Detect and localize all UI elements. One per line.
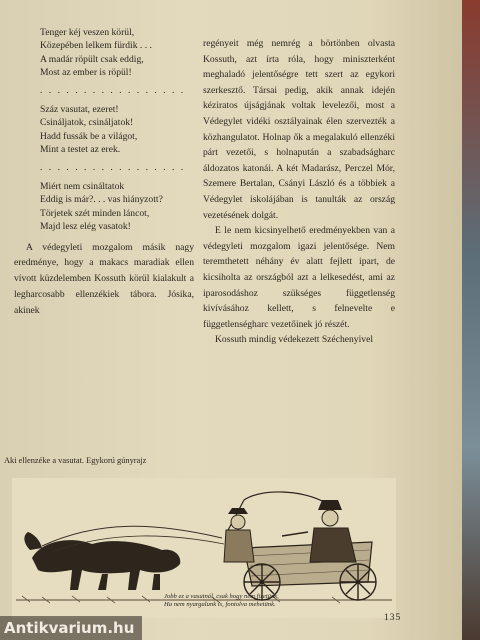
right-prose [203, 36, 395, 348]
poem-separator: . . . . . . . . . . . . . . . . . [40, 161, 186, 173]
right-column [203, 36, 395, 348]
paragraph: A védegyleti mozgalom másik nagy eredménye, hogy a makacs maradiak ellen vívott küzdelemben Kossuth körül kialakult a legharcosabb ellenzékiek tábora. Jósika, akinek [14, 241, 194, 316]
poem-line: Tenger kéj veszen körül, [40, 27, 135, 38]
page-number: 135 [384, 613, 402, 623]
watermark-logo: Antikvarium.hu [0, 616, 142, 640]
poem-line: Eddig is már?. . . vas hiányzott? [40, 194, 163, 206]
poem-line: Miért nem csináltatok [40, 181, 125, 193]
poem-line: Hadd fussák be a világot, [40, 130, 138, 142]
poem-separator: . . . . . . . . . . . . . . . . . [40, 84, 186, 96]
paragraph: Kossuth mindig védekezett Széchenyivel [215, 334, 373, 346]
paragraph: regényeit még nemrég a börtönben olvasta Kossuth, azt írta róla, hogy miniszterként meghaladó jelentőségre tett szert az egykori szerkesztő. Társai pedig, akik annak idején kéziratos újságjának voltak levelezői, most a Védegylet vidéki osztályainak élen szervezték a közhangulatot. Holnap ők a megalakuló ellenzéki párt vezetői, s holnapután a szabadságharc áldozatos katonái. A két Madarász, Perczel Mór, Szemere Bertalan, Csányi László és a többiek a Védegylet iskolájában is tanulták az ország vezetésének dolgát. [203, 38, 395, 221]
left-prose [14, 240, 194, 319]
poem-line: Száz vasutat, ezeret! [40, 104, 119, 116]
adjacent-book-edge [462, 0, 480, 640]
figure-caption: Aki ellenzéke a vasutat. Egykorú gúnyrajz [4, 456, 147, 465]
poem-line: Közepében lelkem fürdik . . . [40, 40, 152, 52]
caricature-illustration [12, 478, 396, 618]
poem-line: Csináljatok, csináljatok! [40, 117, 134, 129]
paragraph: E le nem kicsinyelhető eredményekben van a védegyleti mozgalom igazi jelentősége. Nem teremthetett néhány év alatt fejlett ipart, de kicsiholta az országból azt a lelkesedést, ami az iparosodáshoz szükséges függetlenség kivívásához kellett, s felnevelte e függetlenségharc vezetőinek jó részét. [203, 225, 395, 330]
poem [14, 26, 194, 234]
poem-line: A madár röpült csak eddig, [40, 53, 144, 65]
poem-line: Mint a testet az erek. [40, 144, 121, 156]
inner-caption-line: Jobb ez a vasutnál, csak hogy nem fizetünk, [164, 593, 279, 600]
poem-line: Most az ember is röpül! [40, 67, 132, 79]
illustration-inner-caption [164, 593, 314, 610]
left-column [14, 26, 194, 319]
poem-line: Törjetek szét minden láncot, [40, 207, 150, 219]
inner-caption-line: Ha nem nyargalunk is, fontolva mehetünk. [164, 601, 276, 609]
poem-line: Majd lesz elég vasatok! [40, 221, 131, 233]
